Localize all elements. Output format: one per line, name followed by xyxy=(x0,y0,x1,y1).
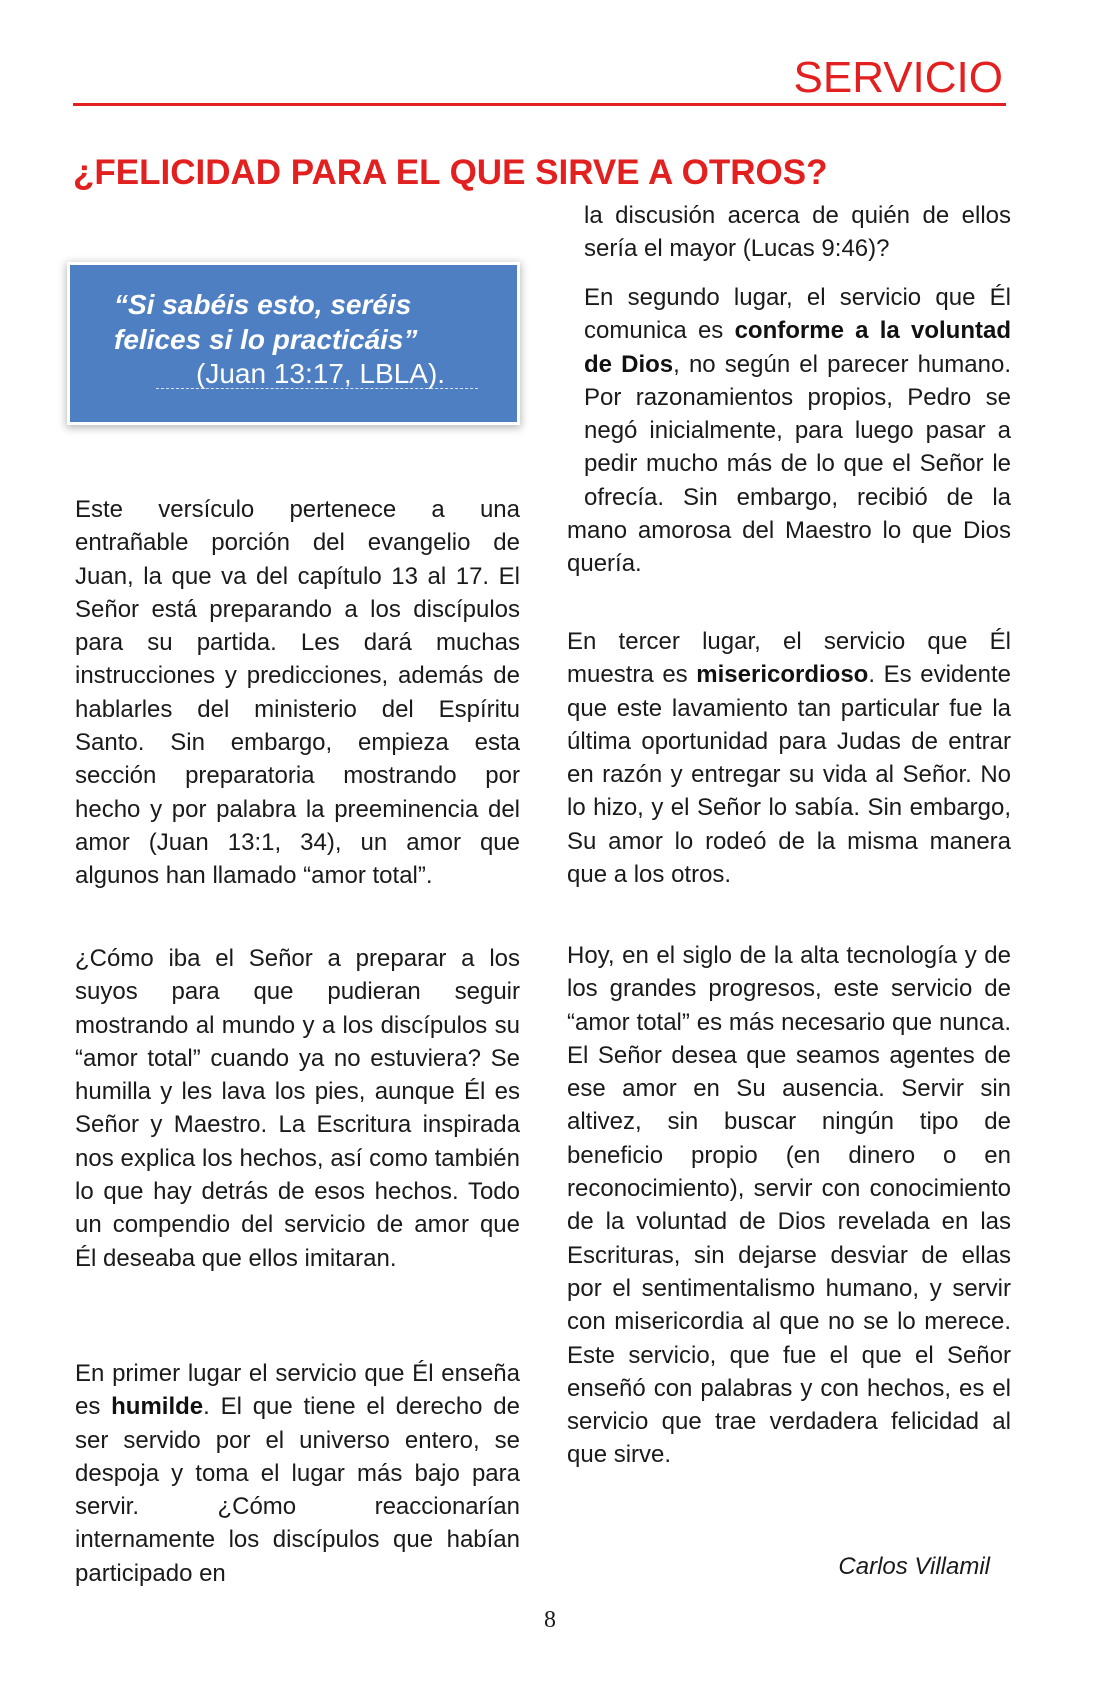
left-paragraph-3-bold: humilde xyxy=(111,1393,204,1421)
article-title: ¿FELICIDAD PARA EL QUE SIRVE A OTROS? xyxy=(73,153,828,192)
left-paragraph-2: ¿Cómo iba el Señor a preparar a los suyos para que pudieran seguir mostrando al mundo y a los discípulos su “amor total” cuando ya no estuviera? Se humilla y les lava los pies, aunque Él es Señor y Maestro. La Escritura inspirada nos explica los hechos, así como también lo que hay detrás de esos hechos. Todo un compendio del servicio de amor que Él deseaba que ellos imitaran. xyxy=(75,945,520,1272)
header-rule xyxy=(73,103,1006,106)
right-paragraph-2-start: En segundo lugar, el servicio que Él comunica es xyxy=(584,284,1011,345)
quote-text: “Si sabéis esto, seréis felices si lo practicáis” xyxy=(114,289,418,355)
right-paragraph-3-start: En tercer lugar, el servicio que Él muestra es xyxy=(567,628,1011,689)
left-paragraph-3-end: . El que tiene el derecho de ser servido por el universo entero, se despoja y toma el lugar más bajo para servir. ¿Cómo reaccionarían internamente los discípulos que habían participado en xyxy=(75,1393,520,1587)
right-paragraph-3-end: . Es evidente que este lavamiento tan particular fue la última oportunidad para Judas de entrar en razón y entregar su vida al Señor. No lo hizo, y el Señor lo sabía. Sin embargo, Su amor lo rodeó de la misma manera que a los otros. xyxy=(567,661,1011,889)
quote-box xyxy=(70,265,517,422)
right-paragraph-2-bold: conforme a la voluntad de Dios xyxy=(584,317,1011,378)
section-title: SERVICIO xyxy=(793,53,1003,102)
author-signature: Carlos Villamil xyxy=(838,1553,990,1580)
right-paragraph-1: la discusión acerca de quién de ellos sería el mayor (Lucas 9:46)? xyxy=(584,202,1011,263)
right-paragraph-3-bold: misericordioso xyxy=(696,661,869,689)
right-paragraph-2 xyxy=(567,281,1011,581)
right-paragraph-3 xyxy=(567,625,1011,891)
right-paragraph-4: Hoy, en el siglo de la alta tecnología y de los grandes progresos, este servicio de “amor total” es más necesario que nunca. El Señor desea que seamos agentes de ese amor en Su ausencia. Servir sin altivez, sin buscar ningún tipo de beneficio propio (en dinero o en reconocimiento), servir con conocimiento de la voluntad de Dios revelada en las Escrituras, sin dejarse desviar de ellas por el sentimentalismo humano, y servir con misericordia al que no se lo merece. Este servicio, que fue el que el Señor enseñó con palabras y con hechos, es el servicio que trae verdadera felicidad al que sirve. xyxy=(567,942,1011,1469)
right-paragraph-2-indent xyxy=(567,281,584,501)
left-paragraph-3 xyxy=(75,1357,520,1590)
right-paragraph-2-end: , no según el parecer humano. Por razonamientos propios, Pedro se negó inicialmente, para luego pasar a pedir mucho más de lo que el Señor le ofrecía. Sin embargo, recibió de la mano amorosa del Maestro lo que Dios quería. xyxy=(567,350,1012,578)
quote-underline xyxy=(156,388,478,389)
quote-reference: (Juan 13:17, LBLA). xyxy=(196,358,446,389)
left-paragraph-1: Este versículo pertenece a una entrañable porción del evangelio de Juan, la que va del capítulo 13 al 17. El Señor está preparando a los discípulos para su partida. Les dará muchas instrucciones y predicciones, además de hablarles del ministerio del Espíritu Santo. Sin embargo, empieza esta sección preparatoria mostrando por hecho y por palabra la preeminencia del amor (Juan 13:1, 34), un amor que algunos han llamado “amor total”. xyxy=(75,496,520,890)
left-paragraph-3-start: En primer lugar el servicio que Él enseña es xyxy=(75,1360,520,1421)
page-number: 8 xyxy=(544,1607,556,1633)
